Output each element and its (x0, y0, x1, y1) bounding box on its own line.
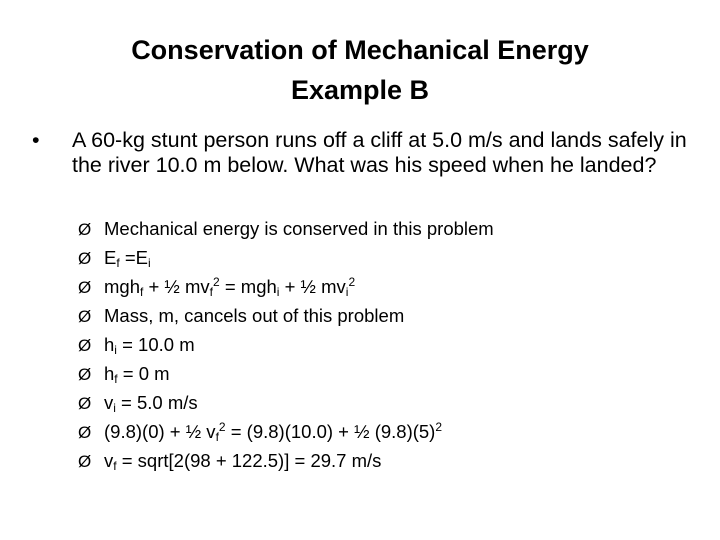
step-text: v (104, 392, 114, 413)
step-text: = 5.0 m/s (115, 392, 198, 413)
arrow-bullet-icon: Ø (78, 423, 92, 442)
subscript: i (113, 401, 116, 415)
subscript: f (113, 459, 117, 473)
step-item (78, 243, 698, 272)
arrow-bullet-icon: Ø (78, 307, 92, 326)
step-item (78, 446, 698, 475)
arrow-bullet-icon: Ø (78, 336, 92, 355)
step-text: v (104, 450, 114, 471)
step-item (78, 301, 698, 330)
step-text: + ½ mv (279, 276, 346, 297)
bullet-dot-icon: • (32, 128, 40, 152)
step-text: = sqrt[2(98 + 122.5)] = 29.7 m/s (116, 450, 382, 471)
step-item (78, 330, 698, 359)
step-text: E (104, 247, 117, 268)
step-item (78, 214, 698, 243)
step-text: mgh (104, 276, 140, 297)
main-bullet (32, 128, 692, 178)
slide-title (0, 30, 720, 110)
problem-statement: A 60-kg stunt person runs off a cliff at 5.0 m/s and lands safely in the river 10.0 m below. What was his speed when he landed? (72, 128, 687, 177)
arrow-bullet-icon: Ø (78, 452, 92, 471)
arrow-bullet-icon: Ø (78, 394, 92, 413)
step-item (78, 272, 698, 301)
subscript: f (140, 285, 144, 299)
step-text: Mechanical energy is conserved in this problem (104, 218, 494, 239)
subscript: i (276, 285, 280, 299)
step-text: = 0 m (117, 363, 170, 384)
arrow-bullet-icon: Ø (78, 365, 92, 384)
subscript: i (114, 343, 117, 357)
title-line-2: Example B (290, 75, 430, 105)
step-text: h (104, 363, 115, 384)
subscript: i (345, 285, 349, 299)
title-line-1: Conservation of Mechanical Energy (131, 35, 589, 65)
subscript: i (147, 256, 151, 270)
superscript: 2 (435, 420, 443, 434)
superscript: 2 (213, 275, 220, 289)
step-text: = (9.8)(10.0) + ½ (9.8)(5) (225, 421, 436, 442)
arrow-bullet-icon: Ø (78, 220, 92, 239)
subscript: f (114, 372, 118, 386)
step-text: h (104, 334, 115, 355)
subscript: f (215, 430, 219, 444)
subscript: f (116, 256, 120, 270)
arrow-bullet-icon: Ø (78, 278, 92, 297)
step-item (78, 388, 698, 417)
step-text: =E (119, 247, 148, 268)
subscript: f (209, 285, 214, 299)
solution-steps (78, 214, 698, 475)
arrow-bullet-icon: Ø (78, 249, 92, 268)
step-text: = mgh (219, 276, 277, 297)
step-text: (9.8)(0) + ½ v (104, 421, 216, 442)
step-text: Mass, m, cancels out of this problem (104, 305, 405, 326)
step-text: = 10.0 m (116, 334, 195, 355)
superscript: 2 (348, 275, 356, 289)
superscript: 2 (218, 420, 226, 434)
step-text: + ½ mv (143, 276, 210, 297)
step-item (78, 359, 698, 388)
step-item (78, 417, 698, 446)
